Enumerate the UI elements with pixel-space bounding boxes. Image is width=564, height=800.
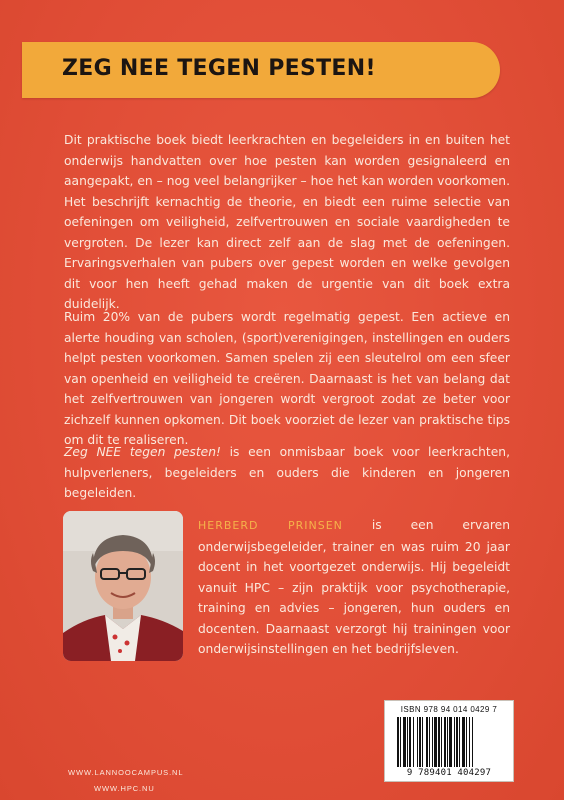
author-bio <box>198 515 510 660</box>
ean-number: 9 789401 404297 <box>406 768 492 778</box>
author-name: HERBERD PRINSEN <box>198 519 343 532</box>
isbn-number: ISBN 978 94 014 0429 7 <box>400 705 498 714</box>
cover-title: ZEG NEE TEGEN PESTEN! <box>62 56 376 81</box>
barcode-label <box>385 701 513 781</box>
author-photo <box>63 511 183 661</box>
description-paragraph-2: Ruim 20% van de pubers wordt regelmatig gepest. Een actieve en alerte houding van scholen, (sport)verenigingen, instellingen en ouders helpt pesten voorkomen. Samen spelen zij een sleutelrol om een sfeer van openheid en veiligheid te creëren. Daarnaast is het van belang dat het zelfvertrouwen van jongeren wordt vergroot zodat ze beter voor zichzelf kunnen opkomen. Dit boek voorziet de lezer van praktische tips om dit te realiseren. <box>64 310 510 447</box>
title-banner <box>22 42 500 98</box>
barcode-icon <box>397 717 501 767</box>
website-hpc[interactable]: WWW.HPC.NU <box>94 784 155 793</box>
description-paragraph-1: Dit praktische boek biedt leerkrachten en begeleiders in en buiten het onderwijs handvatten over hoe pesten kan worden gesignaleerd en aangepakt, en – nog veel belangrijker – hoe het kan worden voorkomen. Het beschrijft kernachtig de theorie, en biedt een ruime selectie van oefeningen om veiligheid, zelfvertrouwen en sociale vaardigheden te vergroten. De lezer kan direct zelf aan de slag met de oefeningen. Ervaringsverhalen van pubers over gepest worden en welke gevolgen dit voor hen heeft gehad maken de urgentie van dit boek extra duidelijk. <box>64 133 510 311</box>
closing-text: is een onmisbaar boek voor leerkrachten, hulpverleners, begeleiders en ouders die kinderen en jongeren begeleiden. <box>64 445 511 500</box>
website-lannoocampus[interactable]: WWW.LANNOOCAMPUS.NL <box>68 768 184 777</box>
author-bio-text: is een ervaren onderwijsbegeleider, trainer en was ruim 20 jaar docent in het voortgezet onderwijs. Hij begeleidt vanuit HPC – zijn praktijk voor psychotherapie, training en advies – jongeren, hun ouders en docenten. Daarnaast verzorgt hij trainingen voor onderwijsinstellingen en het bedrijfsleven. <box>198 518 510 656</box>
book-title-italic: Zeg NEE tegen pesten! <box>64 445 221 459</box>
closing-paragraph <box>64 442 510 504</box>
